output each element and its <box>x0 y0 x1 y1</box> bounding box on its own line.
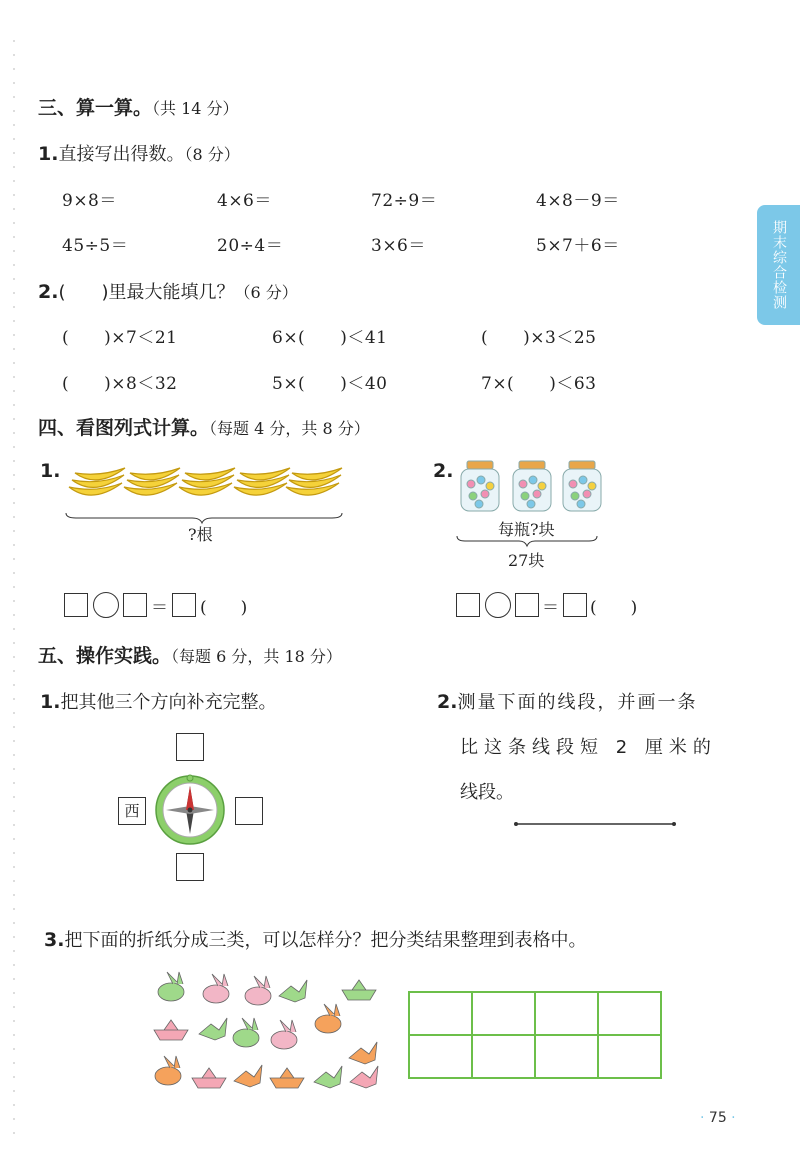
binding-dots <box>13 40 15 1140</box>
measure-segment <box>513 820 678 828</box>
table-cell[interactable] <box>472 992 535 1035</box>
candy-jars-illustration <box>455 458 605 520</box>
answer-box[interactable] <box>515 593 539 617</box>
question-2-heading: 2.( )里最大能填几？（6 分） <box>38 281 298 303</box>
operator-circle[interactable] <box>93 592 119 618</box>
table-cell[interactable] <box>535 992 598 1035</box>
inequality: ( )×7＜21 <box>62 328 178 348</box>
table-cell[interactable] <box>598 1035 661 1078</box>
answer-box[interactable] <box>123 593 147 617</box>
side-tab: 期末综合检测 <box>757 205 800 325</box>
unit-blank[interactable]: ( ) <box>590 598 638 618</box>
direction-box-east[interactable] <box>235 797 263 825</box>
bananas-illustration <box>62 455 347 525</box>
operator-circle[interactable] <box>485 592 511 618</box>
origami-illustration <box>152 968 387 1096</box>
operation-2-line-2: 比这条线段短 2 厘米的 <box>460 737 717 758</box>
classification-table <box>408 991 662 1079</box>
direction-box-west: 西 <box>118 797 146 825</box>
table-cell[interactable] <box>409 1035 472 1078</box>
table-cell[interactable] <box>472 1035 535 1078</box>
expr: 45÷5＝ <box>62 236 129 256</box>
question-1-heading: 1.直接写出得数。（8 分） <box>38 143 240 165</box>
expr: 4×6＝ <box>217 191 272 211</box>
brace-label: ?根 <box>188 525 213 544</box>
section-4-heading: 四、看图列式计算。（每题 4 分，共 8 分） <box>38 417 370 439</box>
direction-box-south[interactable] <box>176 853 204 881</box>
direction-box-north[interactable] <box>176 733 204 761</box>
inequality: 7×( )＜63 <box>481 374 597 394</box>
total-brace <box>455 534 600 548</box>
total-label: 27块 <box>508 551 545 570</box>
expr: 20÷4＝ <box>217 236 284 256</box>
expr: 3×6＝ <box>371 236 426 256</box>
inequality: 6×( )＜41 <box>272 328 388 348</box>
expr: 5×7＋6＝ <box>536 236 620 256</box>
expr: 9×8＝ <box>62 191 117 211</box>
operation-3-heading: 3.把下面的折纸分成三类，可以怎样分？把分类结果整理到表格中。 <box>44 929 587 951</box>
section-3-heading: 三、算一算。（共 14 分） <box>38 97 239 119</box>
compass-icon <box>154 774 226 846</box>
each-jar-label: 每瓶?块 <box>498 520 555 539</box>
section-5-heading: 五、操作实践。（每题 6 分，共 18 分） <box>38 645 342 667</box>
table-cell[interactable] <box>598 992 661 1035</box>
answer-box[interactable] <box>64 593 88 617</box>
expr: 72÷9＝ <box>371 191 438 211</box>
inequality: 5×( )＜40 <box>272 374 388 394</box>
operation-2-heading: 2.测量下面的线段，并画一条 <box>437 691 698 713</box>
table-cell[interactable] <box>409 992 472 1035</box>
unit-blank[interactable]: ( ) <box>200 598 248 618</box>
picture-problem-2-number: 2. <box>433 460 454 482</box>
answer-box[interactable] <box>172 593 196 617</box>
page-number: · 75 · <box>700 1110 736 1126</box>
answer-box[interactable] <box>456 593 480 617</box>
operation-1-heading: 1.把其他三个方向补充完整。 <box>40 691 277 713</box>
answer-box[interactable] <box>563 593 587 617</box>
inequality: ( )×8＜32 <box>62 374 178 394</box>
table-cell[interactable] <box>535 1035 598 1078</box>
operation-2-line-3: 线段。 <box>460 782 514 803</box>
inequality: ( )×3＜25 <box>481 328 597 348</box>
picture-problem-1-number: 1. <box>40 460 61 482</box>
expr: 4×8－9＝ <box>536 191 620 211</box>
